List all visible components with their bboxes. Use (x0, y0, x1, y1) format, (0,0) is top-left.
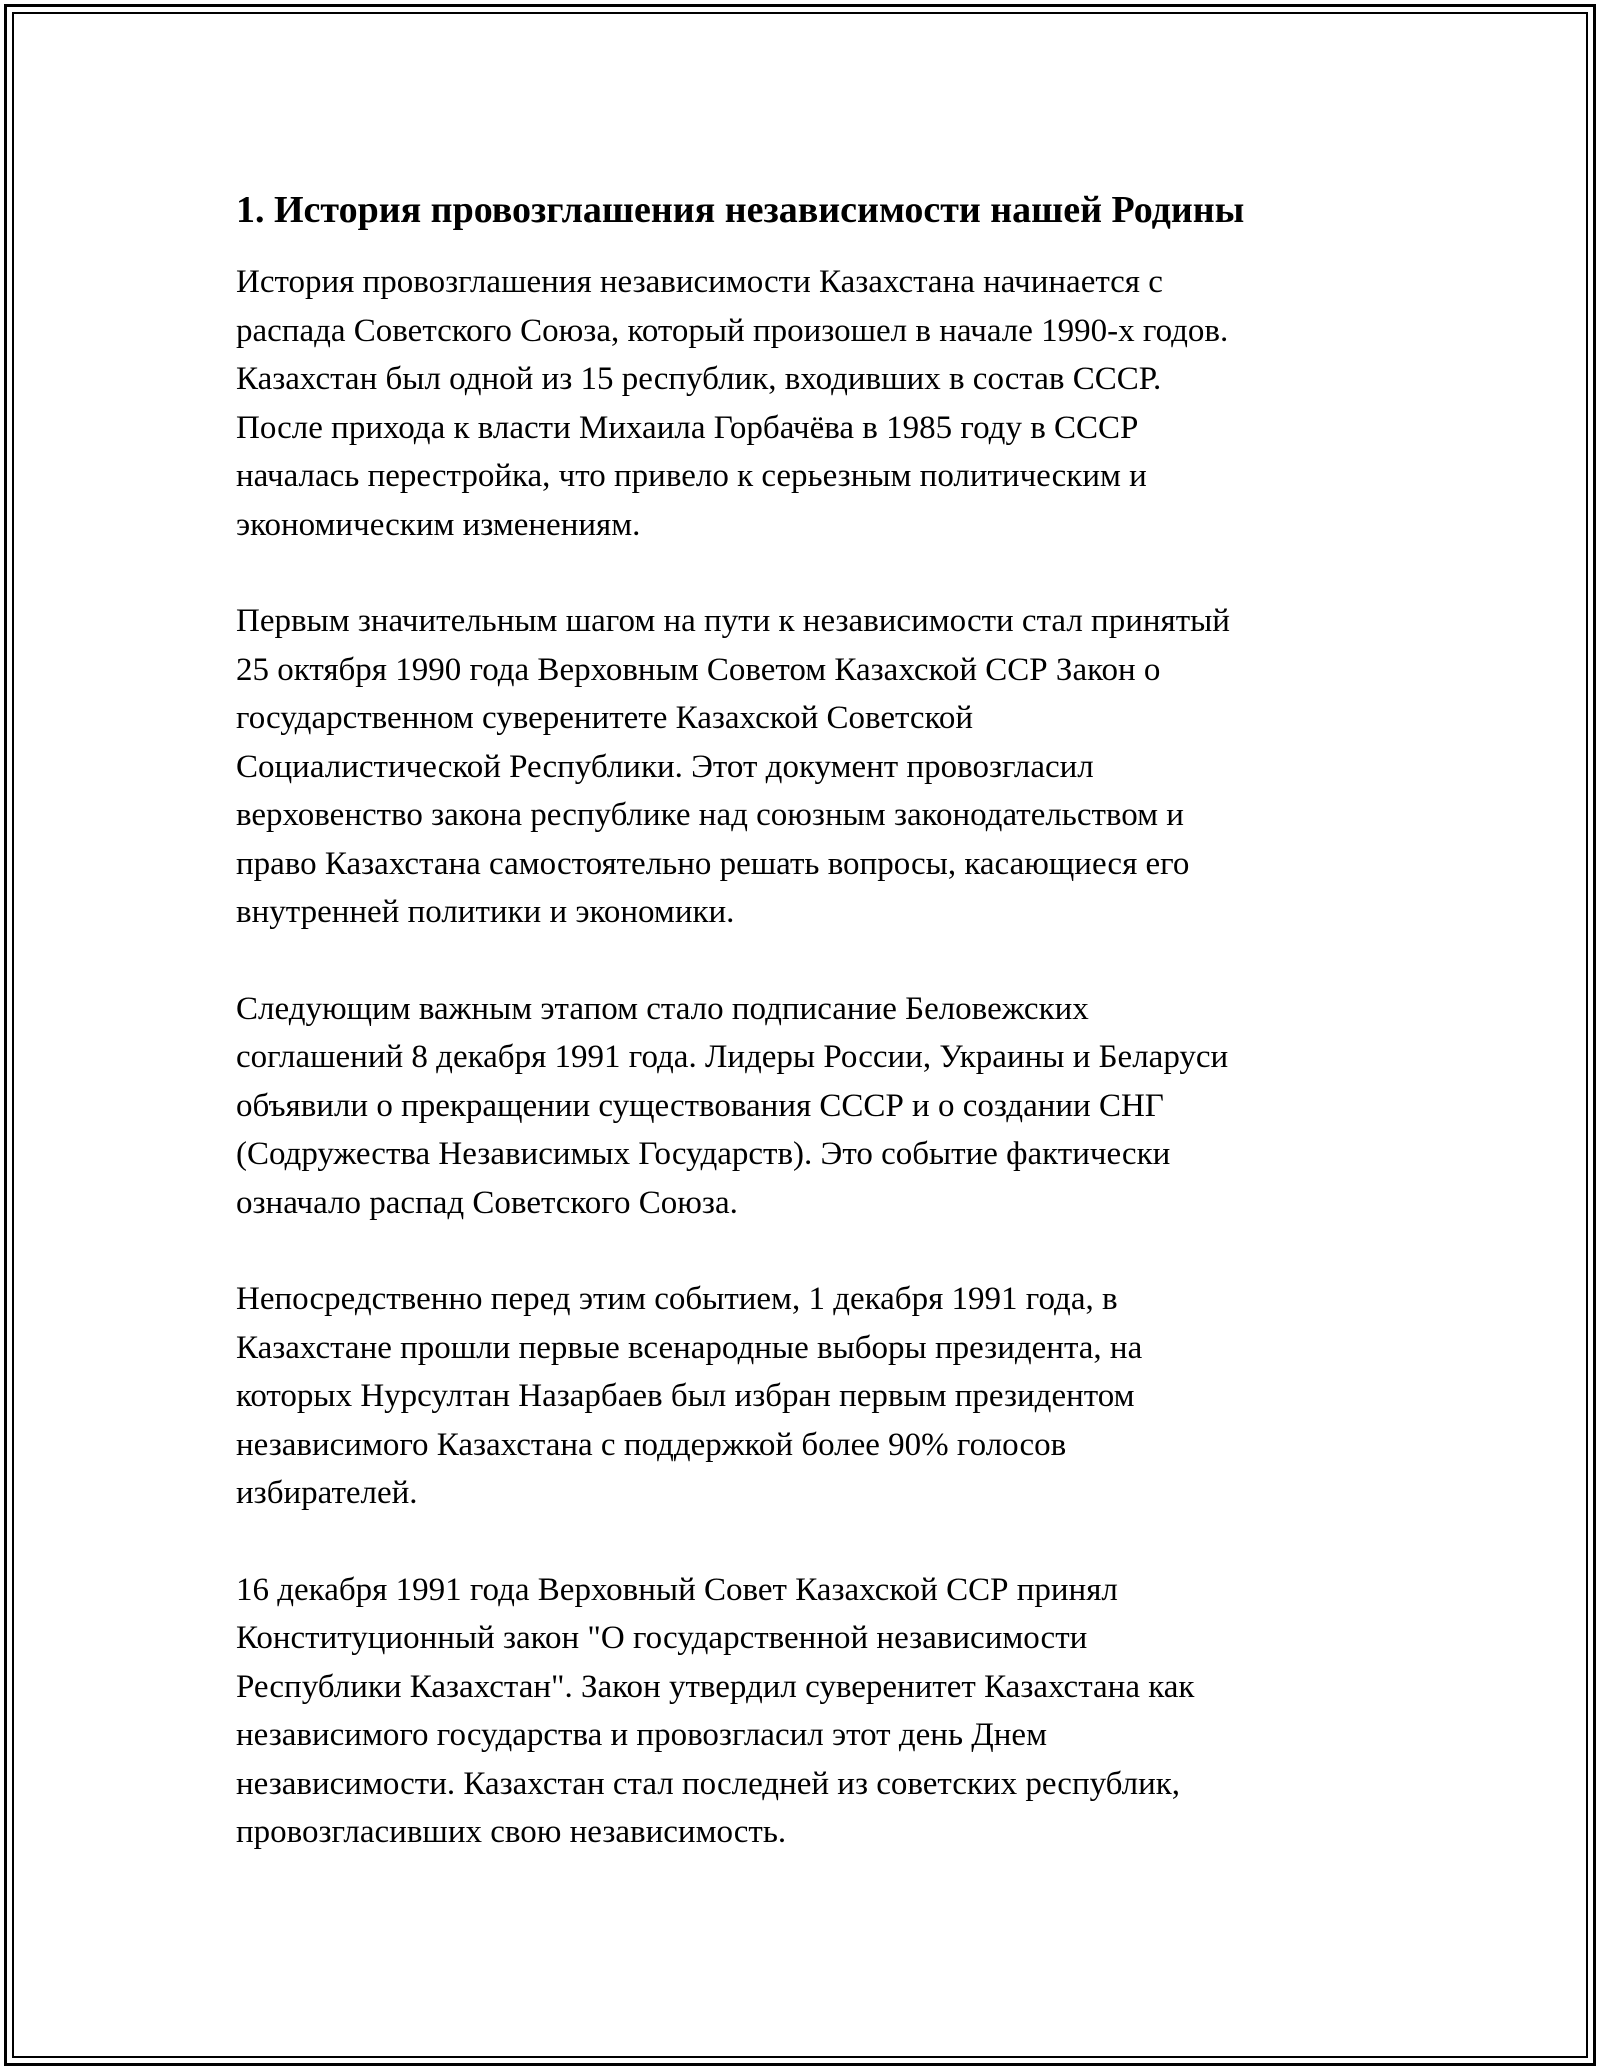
text-line: независимого государства и провозгласил этот день Днем (236, 1717, 1047, 1753)
text-line: Следующим важным этапом стало подписание Беловежских (236, 990, 1089, 1027)
text-line: (Содружества Независимых Государств). Это событие фактически (236, 1136, 1171, 1172)
document-body (236, 186, 1396, 1905)
text-line: государственном суверенитете Казахской Советской (236, 700, 974, 736)
text-line: Социалистической Республики. Этот документ провозгласил (236, 748, 1094, 785)
text-line: избирателей. (236, 1475, 418, 1511)
text-line: началась перестройка, что привело к серьезным политическим и (236, 458, 1147, 494)
paragraph-5 (236, 1566, 1396, 1857)
text-line: соглашений 8 декабря 1991 года. Лидеры России, Украины и Беларуси (236, 1039, 1229, 1075)
document-title: 1. История провозглашения независимости нашей Родины (236, 189, 1245, 231)
text-line: 16 декабря 1991 года Верховный Совет Казахской ССР принял (236, 1571, 1118, 1608)
text-line: которых Нурсултан Назарбаев был избран первым президентом (236, 1378, 1135, 1414)
paragraph-2 (236, 597, 1396, 937)
text-line: Конституционный закон "О государственной независимости (236, 1620, 1088, 1656)
text-line: История провозглашения независимости Казахстана начинается с (236, 264, 1163, 300)
text-line: верховенство закона республике над союзным законодательством и (236, 797, 1184, 833)
text-line: распада Советского Союза, который произошел в начале 1990-х годов. (236, 312, 1229, 349)
text-line: Казахстане прошли первые всенародные выборы президента, на (236, 1329, 1143, 1366)
text-line: провозгласивших свою независимость. (236, 1814, 787, 1850)
text-line: означало распад Советского Союза. (236, 1184, 738, 1221)
text-line: Первым значительным шагом на пути к независимости стал принятый (236, 603, 1230, 639)
text-line: независимого Казахстана с поддержкой более 90% голосов (236, 1426, 1067, 1463)
text-line: Казахстан был одной из 15 республик, входивших в состав СССР. (236, 361, 1162, 397)
text-line: Республики Казахстан". Закон утвердил суверенитет Казахстана как (236, 1668, 1195, 1705)
paragraph-4 (236, 1275, 1396, 1518)
text-line: 25 октября 1990 года Верховным Советом Казахской ССР Закон о (236, 651, 1161, 688)
text-line: право Казахстана самостоятельно решать вопросы, касающиеся его (236, 845, 1190, 882)
paragraph-3 (236, 985, 1396, 1228)
text-line: экономическим изменениям. (236, 506, 641, 543)
text-line: Непосредственно перед этим событием, 1 декабря 1991 года, в (236, 1281, 1118, 1317)
text-line: После прихода к власти Михаила Горбачёва в 1985 году в СССР (236, 409, 1139, 446)
text-line: объявили о прекращении существования СССР и о создании СНГ (236, 1087, 1164, 1124)
text-line: внутренней политики и экономики. (236, 894, 735, 930)
paragraph-1 (236, 258, 1396, 549)
text-line: независимости. Казахстан стал последней из советских республик, (236, 1765, 1181, 1802)
